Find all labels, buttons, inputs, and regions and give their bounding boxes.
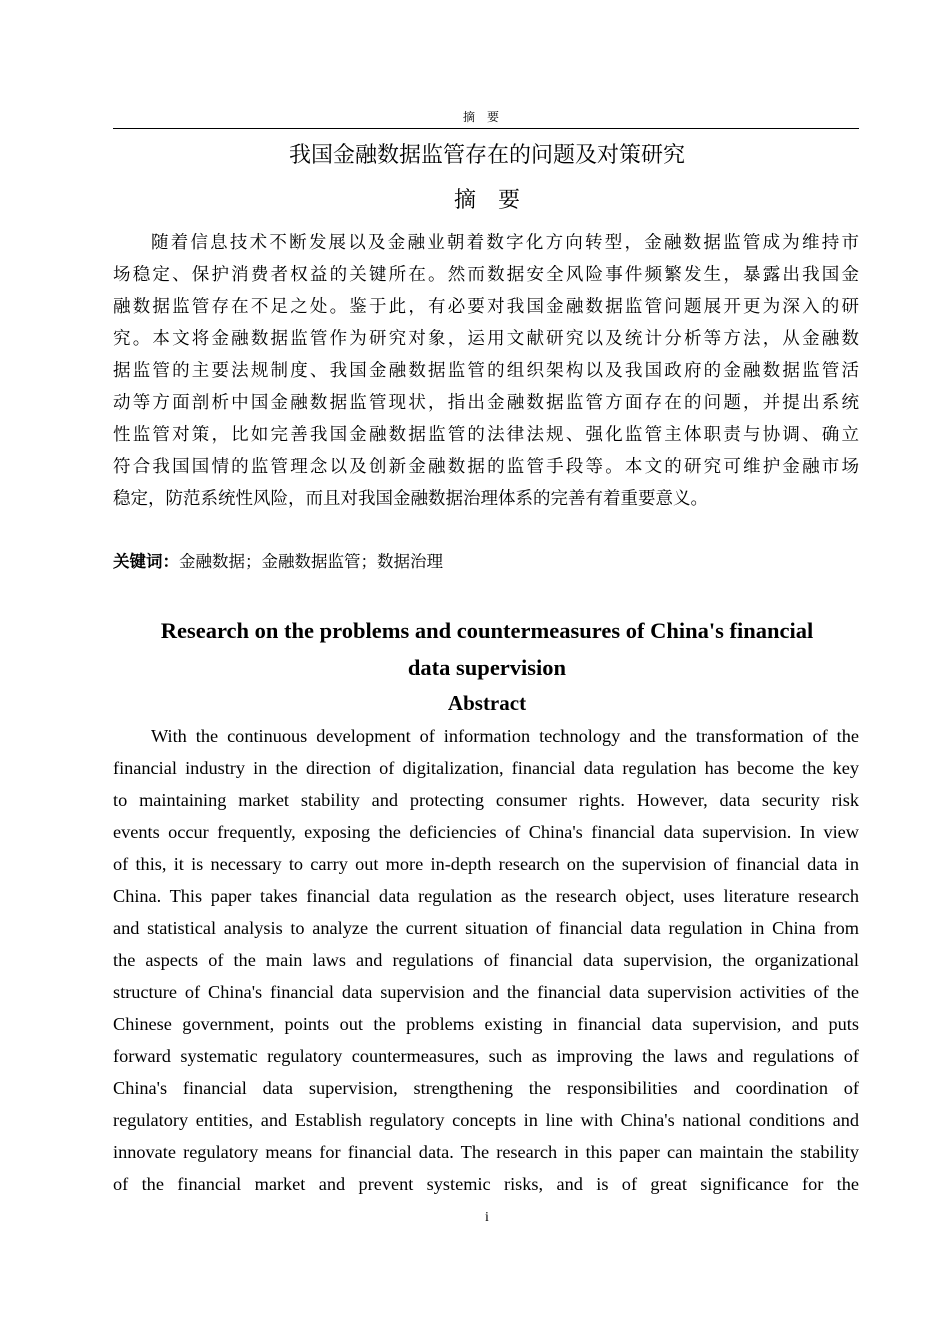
chinese-abstract-line: 符合我国国情的监管理念以及创新金融数据的监管手段等。本文的研究可维护金融市场 [113, 457, 859, 477]
page-number: i [485, 1210, 489, 1225]
english-title-line: data supervision [407, 655, 567, 680]
english-abstract-line: China. This paper takes financial data regulation as the research object, uses literature research [113, 886, 859, 906]
english-abstract-line: innovate regulatory means for financial data. The research in this paper can maintain the stability [113, 1142, 859, 1162]
chinese-abstract-line: 随着信息技术不断发展以及金融业朝着数字化方向转型，金融数据监管成为维持市 [151, 233, 859, 253]
english-abstract-line: Chinese government, points out the problems existing in financial data supervision, and puts [113, 1014, 859, 1034]
english-abstract-line: to maintaining market stability and protecting consumer rights. However, data security risk [113, 790, 859, 810]
chinese-abstract-line: 稳定，防范系统性风险，而且对我国金融数据治理体系的完善有着重要意义。 [113, 489, 708, 509]
chinese-title: 我国金融数据监管存在的问题及对策研究 [288, 143, 685, 168]
chinese-abstract-line: 究。本文将金融数据监管作为研究对象，运用文献研究以及统计分析等方法，从金融数 [113, 329, 859, 349]
english-abstract-line: regulatory entities, and Establish regulatory concepts in line with China's national conditions and [113, 1110, 859, 1130]
chinese-abstract-line: 场稳定、保护消费者权益的关键所在。然而数据安全风险事件频繁发生，暴露出我国金 [113, 265, 859, 285]
english-abstract-line: forward systematic regulatory countermeasures, such as improving the laws and regulations of [113, 1046, 859, 1066]
keywords [113, 550, 443, 574]
english-abstract-line: of this, it is necessary to carry out more in-depth research on the supervision of financial data in [113, 854, 859, 874]
chinese-abstract-line: 融数据监管存在不足之处。鉴于此，有必要对我国金融数据监管问题展开更为深入的研 [113, 297, 859, 317]
english-abstract-line: financial industry in the direction of digitalization, financial data regulation has become the key [113, 758, 859, 778]
header-rule [113, 128, 859, 129]
english-abstract-heading: Abstract [447, 691, 527, 715]
keywords-value: 金融数据；金融数据监管；数据治理 [179, 552, 443, 571]
english-abstract-line: structure of China's financial data supervision and the financial data supervision activities of the [113, 982, 859, 1002]
keywords-label: 关键词： [113, 552, 179, 571]
running-header: 摘要 [462, 110, 511, 124]
chinese-abstract-line: 性监管对策，比如完善我国金融数据监管的法律法规、强化监管主体职责与协调、确立 [113, 425, 859, 445]
english-abstract-line: events occur frequently, exposing the deficiencies of China's financial data supervision. In view [113, 822, 859, 842]
english-abstract-line: China's financial data supervision, strengthening the responsibilities and coordination of [113, 1078, 859, 1098]
chinese-abstract-heading: 摘要 [453, 188, 542, 213]
english-title-line: Research on the problems and countermeasures of China's financial [160, 618, 814, 643]
english-abstract-line: of the financial market and prevent systemic risks, and is of great significance for the [113, 1174, 859, 1194]
english-abstract-line: and statistical analysis to analyze the current situation of financial data regulation in China from [113, 918, 859, 938]
chinese-abstract-line: 动等方面剖析中国金融数据监管现状，指出金融数据监管方面存在的问题，并提出系统 [113, 393, 859, 413]
english-abstract-line: With the continuous development of information technology and the transformation of the [151, 726, 859, 746]
english-abstract-line: the aspects of the main laws and regulations of financial data supervision, the organizational [113, 950, 859, 970]
chinese-abstract-line: 据监管的主要法规制度、我国金融数据监管的组织架构以及我国政府的金融数据监管活 [113, 361, 859, 381]
